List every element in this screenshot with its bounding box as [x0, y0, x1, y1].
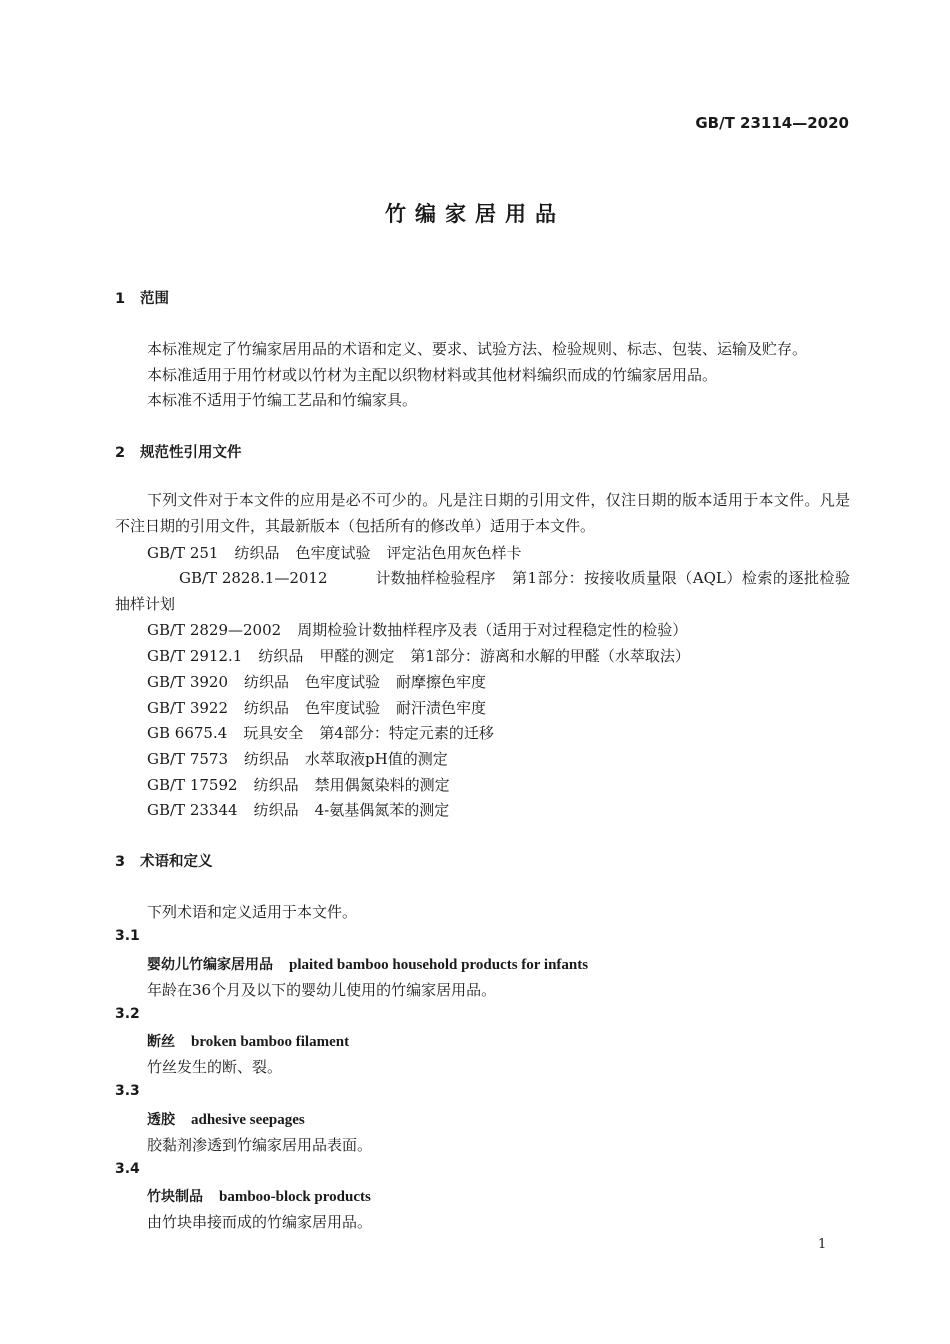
reference-detail: 水萃取液pH值的测定	[305, 750, 448, 768]
reference-sub: 耐摩擦色牢度	[396, 673, 487, 691]
reference-item	[147, 774, 450, 795]
reference-item	[147, 799, 449, 820]
term-number: 3.2	[115, 1006, 140, 1022]
reference-sub: 评定沾色用灰色样卡	[386, 544, 522, 562]
term-definition: 胶黏剂渗透到竹编家居用品表面。	[147, 1136, 373, 1154]
reference-detail: 禁用偶氮染料的测定	[314, 776, 450, 794]
term-name-en: bamboo-block products	[219, 1189, 371, 1205]
term-name-en: plaited bamboo household products for infants	[289, 957, 589, 973]
section-number: 1	[115, 291, 126, 307]
reference-code: GB/T 17592	[147, 776, 238, 794]
reference-sub: 耐汗渍色牢度	[396, 699, 487, 717]
reference-item	[147, 645, 690, 666]
reference-item	[147, 671, 486, 692]
scope-paragraph: 本标准不适用于竹编工艺品和竹编家具。	[147, 391, 418, 409]
reference-title: 纺织品	[234, 544, 280, 562]
reference-title: 周期检验计数抽样程序及表（适用于对过程稳定性的检验）	[297, 621, 688, 639]
reference-title: 玩具安全	[243, 724, 304, 742]
reference-title: 纺织品	[258, 647, 304, 665]
section-2-heading	[115, 441, 242, 462]
reference-detail: 第1部分：按接收质量限（AQL）检索的逐批检验抽样计划	[115, 569, 850, 613]
reference-item	[147, 619, 687, 640]
term-definition: 年龄在36个月及以下的婴幼儿使用的竹编家居用品。	[147, 981, 497, 999]
reference-item	[147, 542, 522, 563]
section-1-heading	[115, 287, 169, 308]
term-definition: 竹丝发生的断、裂。	[147, 1058, 283, 1076]
term-name-zh: 婴幼儿竹编家居用品	[147, 957, 273, 973]
term-name	[147, 1031, 349, 1051]
reference-detail: 色牢度试验	[295, 544, 371, 562]
reference-title: 计数抽样检验程序	[375, 569, 496, 587]
section-3-heading	[115, 850, 213, 871]
scope-paragraph: 本标准规定了竹编家居用品的术语和定义、要求、试验方法、检验规则、标志、包装、运输及贮存。	[147, 340, 808, 358]
standard-number: GB/T 23114—2020	[695, 114, 849, 132]
term-name-en: adhesive seepages	[191, 1112, 305, 1128]
section-title: 范围	[140, 291, 169, 307]
reference-detail: 色牢度试验	[305, 673, 381, 691]
section-number: 2	[115, 445, 126, 461]
reference-code: GB/T 2912.1	[147, 647, 243, 665]
term-name-zh: 断丝	[147, 1034, 175, 1050]
term-number: 3.1	[115, 928, 140, 944]
reference-sub: 第1部分：游离和水解的甲醛（水萃取法）	[410, 647, 690, 665]
reference-title: 纺织品	[253, 776, 299, 794]
terms-intro: 下列术语和定义适用于本文件。	[147, 903, 358, 921]
term-number: 3.3	[115, 1083, 140, 1099]
section-title: 术语和定义	[140, 854, 213, 870]
term-name	[147, 1186, 371, 1206]
reference-code: GB/T 251	[147, 544, 219, 562]
reference-detail: 4-氨基偶氮苯的测定	[314, 801, 450, 819]
document-title: 竹编家居用品	[385, 202, 565, 226]
reference-title: 纺织品	[244, 750, 290, 768]
term-name-zh: 竹块制品	[147, 1189, 203, 1205]
term-name-en: broken bamboo filament	[191, 1034, 350, 1050]
reference-title: 纺织品	[244, 699, 290, 717]
reference-code: GB 6675.4	[147, 724, 228, 742]
reference-code: GB/T 2828.1—2012	[179, 569, 328, 587]
reference-title: 纺织品	[253, 801, 299, 819]
section-title: 规范性引用文件	[140, 445, 242, 461]
term-name	[147, 1109, 305, 1129]
reference-code: GB/T 7573	[147, 750, 229, 768]
reference-item	[147, 748, 448, 769]
reference-code: GB/T 23344	[147, 801, 238, 819]
reference-item	[147, 722, 494, 743]
term-name-zh: 透胶	[147, 1112, 175, 1128]
term-definition: 由竹块串接而成的竹编家居用品。	[147, 1213, 373, 1231]
scope-paragraph: 本标准适用于用竹材或以竹材为主配以织物材料或其他材料编织而成的竹编家居用品。	[147, 366, 718, 384]
term-name	[147, 954, 588, 974]
reference-code: GB/T 3922	[147, 699, 229, 717]
reference-title: 纺织品	[244, 673, 290, 691]
reference-detail: 第4部分：特定元素的迁移	[319, 724, 494, 742]
section-number: 3	[115, 854, 126, 870]
term-number: 3.4	[115, 1161, 140, 1177]
reference-detail: 色牢度试验	[305, 699, 381, 717]
reference-item	[147, 697, 486, 718]
reference-code: GB/T 3920	[147, 673, 229, 691]
page-number: 1	[818, 1237, 827, 1252]
reference-detail: 甲醛的测定	[319, 647, 395, 665]
normative-intro: 下列文件对于本文件的应用是必不可少的。凡是注日期的引用文件，仅注日期的版本适用于本文件。凡是不注日期的引用文件，其最新版本（包括所有的修改单）适用于本文件。	[115, 491, 850, 535]
reference-code: GB/T 2829—2002	[147, 621, 282, 639]
reference-item	[115, 566, 850, 617]
